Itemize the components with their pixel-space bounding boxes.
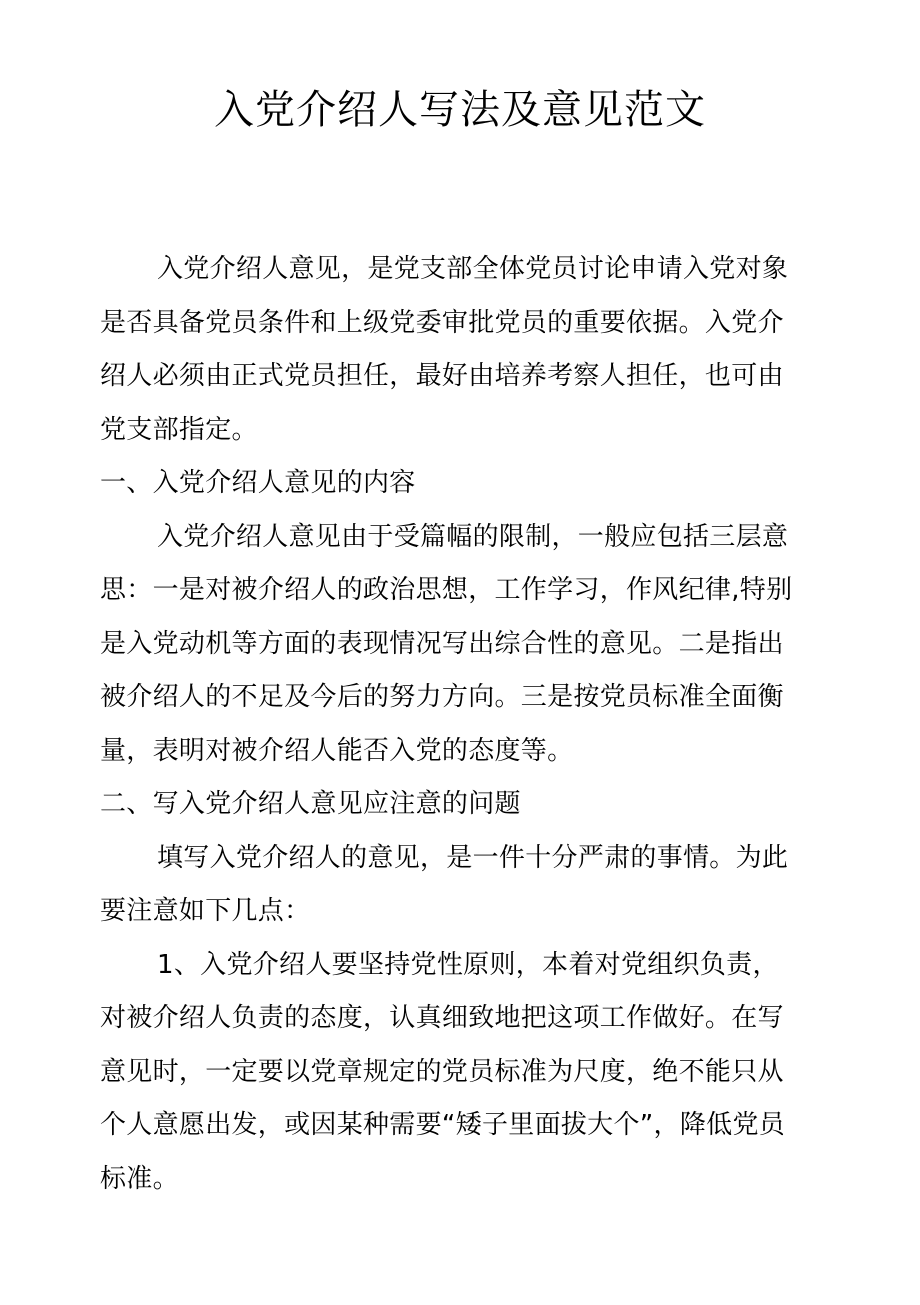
document-body: [100, 243, 800, 1206]
document-title: 入党介绍人写法及意见范文: [214, 87, 706, 133]
paragraph-point-1: 1、入党介绍人要坚持党性原则，本着对党组织负责，对被介绍人负责的态度，认真细致地把这项工作做好。在写意见时，一定要以党章规定的党员标准为尺度，绝不能只从个人意愿出发，或因某种需要“矮子里面拔大个”，降低党员标准。: [100, 949, 786, 1194]
paragraph-content: 入党介绍人意见由于受篇幅的限制，一般应包括三层意思：一是对被介绍人的政治思想，工作学习，作风纪律,特别是入党动机等方面的表现情况写出综合性的意见。二是指出被介绍人的不足及今后的努力方向。三是按党员标准全面衡量，表明对被介绍人能否入党的态度等。: [100, 521, 793, 766]
section-heading-2: 二、写入党介绍人意见应注意的问题: [100, 789, 521, 819]
paragraph-intro: 入党介绍人意见，是党支部全体党员讨论申请入党对象是否具备党员条件和上级党委审批党员的重要依据。入党介绍人必须由正式党员担任，最好由培养考察人担任，也可由党支部指定。: [100, 254, 789, 445]
section-heading-1: 一、入党介绍人意见的内容: [100, 468, 416, 498]
paragraph-notes-intro: 填写入党介绍人的意见，是一件十分严肃的事情。为此要注意如下几点：: [100, 842, 789, 926]
